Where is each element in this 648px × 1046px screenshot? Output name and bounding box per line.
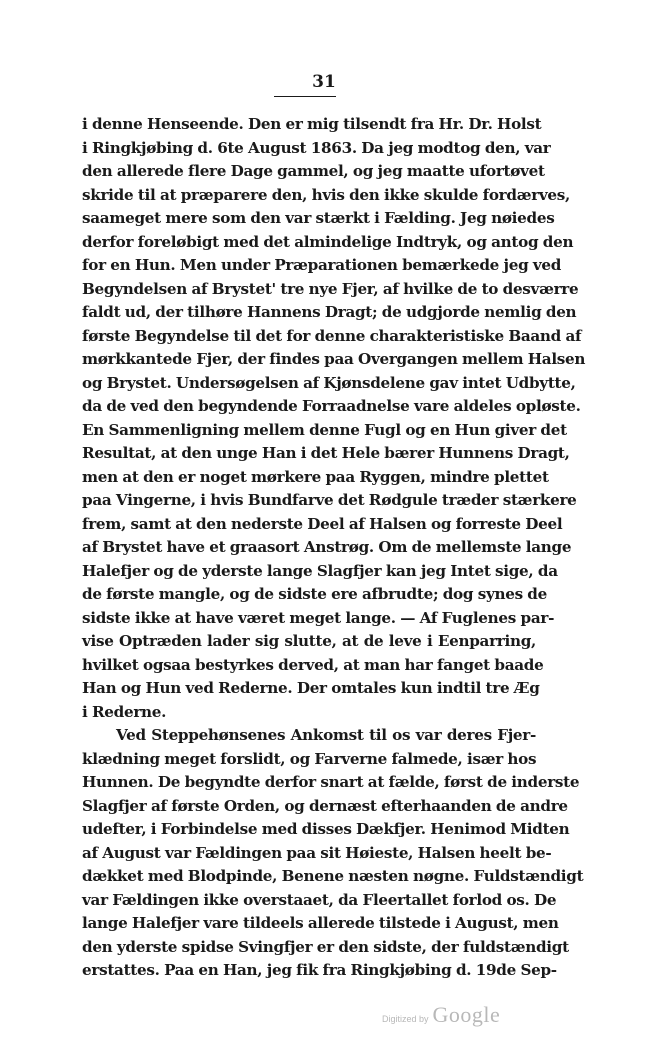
text-line: de første mangle, og de sidste ere afbrudte; dog synes de [82,585,547,603]
text-line: den allerede flere Dage gammel, og jeg maatte ufortøvet [82,162,545,180]
text-line: hvilket ogsaa bestyrkes derved, at man har fanget baade [82,655,544,674]
text-line: frem, samt at den nederste Deel af Halsen og forreste Deel [82,514,563,533]
text-line: vise Optræden lader sig slutte, at de leve i Eenparring, [82,632,536,650]
text-line: Resultat, at den unge Han i det Hele bærer Hunnens Dragt, [82,444,570,462]
text-line: Begyndelsen af Brystet' tre nye Fjer, af hvilke de to desværre [82,279,579,298]
text-line: sidste ikke at have været meget lange. — Af Fuglenes par- [82,608,555,627]
text-line: den yderste spidse Svingfjer er den sidste, der fuldstændigt [82,937,569,956]
text-line: mørkkantede Fjer, der findes paa Overgangen mellem Halsen [82,350,586,368]
text-line: men at den er noget mørkere paa Ryggen, mindre plettet [82,467,549,486]
text-line: Halefjer og de yderste lange Slagfjer kan jeg Intet sige, da [82,561,558,580]
text-line: derfor foreløbigt med det almindelige Indtryk, og antog den [82,232,574,251]
text-line: klædning meget forslidt, og Farverne falmede, især hos [82,749,537,768]
text-line: Han og Hun ved Rederne. Der omtales kun indtil tre Æg [82,679,540,697]
body-text [82,113,586,983]
text-line: faldt ud, der tilhøre Hannens Dragt; de udgjorde nemlig den [82,303,577,321]
google-logo: Google [432,1002,501,1027]
text-line: udefter, i Forbindelse med disses Dækfjer. Henimod Midten [82,820,570,838]
text-line: skride til at præparere den, hvis den ikke skulde fordærves, [82,185,571,204]
text-line: Slagfjer af første Orden, og dernæst efterhaanden de andre [82,796,568,815]
digitized-watermark [382,1002,500,1030]
text-line: i Ringkjøbing d. 6te August 1863. Da jeg modtog den, var [82,138,551,157]
text-line: saameget mere som den var stærkt i Fælding. Jeg nøiedes [82,209,555,227]
text-line: første Begyndelse til det for denne charakteristiske Baand af [82,326,582,345]
text-line: var Fældingen ikke overstaaet, da Fleertallet forlod os. De [82,890,557,909]
page-number: 31 [312,72,336,92]
text-line: for en Hun. Men under Præparationen bemærkede jeg ved [82,256,562,274]
text-line: og Brystet. Undersøgelsen af Kjønsdelene gav intet Udbytte, [82,373,576,392]
text-line: af Brystet have et graasort Anstrøg. Om de mellemste lange [82,538,572,556]
text-line: dækket med Blodpinde, Benene næsten nøgne. Fuldstændigt [82,867,584,885]
page-number-rule [274,96,336,97]
text-line: Ved Steppehønsenes Ankomst til os var deres Fjer- [116,726,536,744]
text-line: paa Vingerne, i hvis Bundfarve det Rødgule træder stærkere [82,491,577,509]
text-line: lange Halefjer vare tildeels allerede tilstede i August, men [82,914,559,932]
text-line: i denne Henseende. Den er mig tilsendt fra Hr. Dr. Holst [82,115,542,133]
text-line: da de ved den begyndende Forraadnelse vare aldeles opløste. [82,397,581,415]
text-line: En Sammenligning mellem denne Fugl og en Hun giver det [82,420,567,439]
text-line: Hunnen. De begyndte derfor snart at fælde, først de inderste [82,773,580,791]
text-line: i Rederne. [82,702,167,721]
text-line: erstattes. Paa en Han, jeg fik fra Ringkjøbing d. 19de Sep- [82,961,557,979]
watermark-prefix: Digitized by [382,1014,429,1024]
text-line: af August var Fældingen paa sit Høieste, Halsen heelt be- [82,843,552,862]
